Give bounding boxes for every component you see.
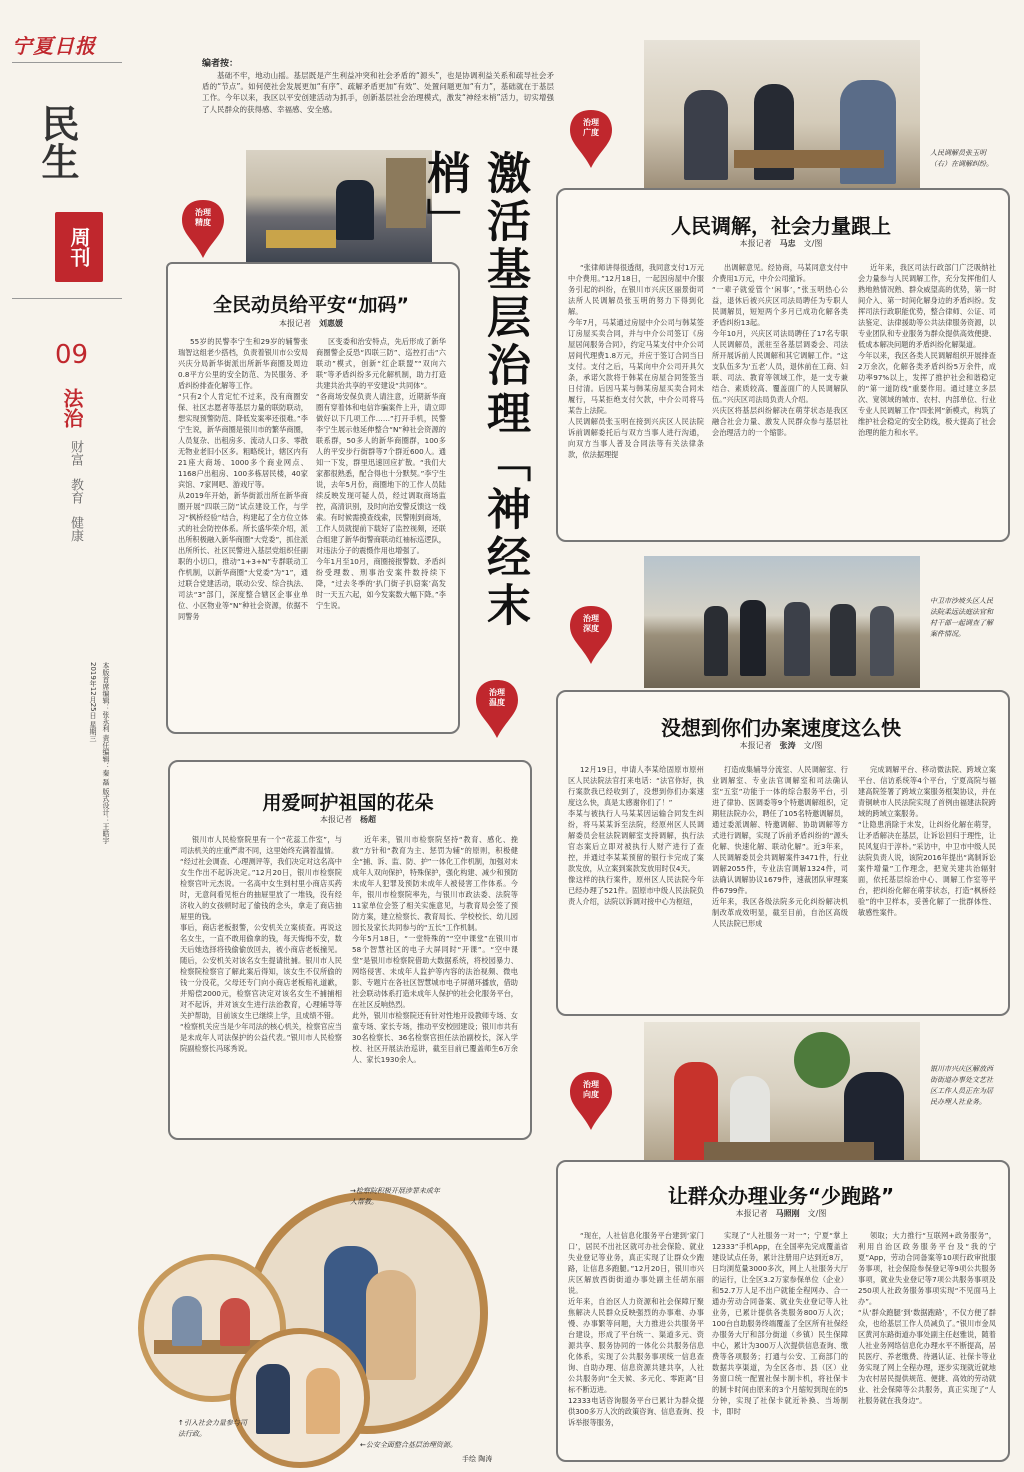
drawing-caption: ←公安全面整合基层治理资源。 [360, 1441, 457, 1449]
tag-word: 向度 [583, 1090, 599, 1099]
figure [366, 1270, 416, 1380]
article-column: 区变委和治安特点，先后形成了新华商圈警企反恐“四联三防”、巡控打击“六联动”模式，创新“红企联盟”“双向六联”等矛盾纠纷多元化解机制，助力打造共建共治共享的平安建设“共同体”。 “各商场安保负责人请注意，近期新华商圈有穿着体和电信诈骗案件上升，请立即做好以下几项工作……”打开手机，民警李宁生展示他延伸整合“N”种社会资源的联系群，50多人的新华商圈群，100多人的平安步行街群等7个群近600人。通知一下发，群里迅速回应扩散。“我们大家都很熟悉，配合得也十分默契。”李宁生说，去年5月份，商圈地下的工作人员陆续反映发现可疑人员，经过调取商场监控，高清识别，及时向治安警反馈这一线索。有时候需摸查线索，民警刚到商场，工作人员就提前下载好了监控视频，还联合组建了新华街警商联动红袖标巡逻队，对违法分子的震慑作用也增强了。 今年1月至10月，商圈接报警数、矛盾纠纷受理数、刑事治安案件数持续下降，“过去冬季的‘扒门街子扒窃案’高发时一天五六起，如今发案数大幅下降。”李宁生说。 [316, 337, 446, 610]
topic-item: 教育 [68, 478, 83, 505]
drawing-credit: 手绘 陶涛 [462, 1455, 493, 1463]
service-photo [644, 1022, 920, 1172]
article-column: 打造成集辅导分流室、人民调解室、行业调解室、专业法官调解室和司法确认室“五室”功能于一体的综合服务平台，引进了律协、医调委等9个特邀调解组织，定期驻法院办公，聘任了105名特邀调解员，通过委派调解、特邀调解、协助调解等方式进行调解，实现了诉前矛盾纠纷的“源头化解、快速化解、联动化解”。近3年来，人民调解委员会共调解案件3471件，行业调解2055件，专业法官调解1324件，司法确认调解协议1679件，速裁团队审理案件6799件。 近年来，我区各级法院多元化纠纷解决机制改革成效明显，截至目前，自治区高级人民法院已形成 [712, 765, 848, 928]
article-column: 完成调解平台、移动微法院、跨域立案平台、信访系统等4个平台，宁夏高院与福建高院签署了跨域立案服务框架协议，并在青铜峡市人民法院实现了首例由福建法院跨域的跨域立案服务。 “让隐患消除于未发，让纠纷化解在萌芽，让矛盾解决在基层，让诉讼回归于理性，让民风复归于淳朴。”采访中，中卫市中级人民法院负责人说，该院2016年提出“离制诉讼案件增量”工作理念，把宽关建共治辐射面，依托基层综治中心、调解工作室等平台，把纠纷化解在萌芽状态，打造“枫桥经验”的中卫样本，妥善化解了一批群体性、敏感性案件。 [858, 765, 996, 917]
section-sub-badge [55, 212, 103, 282]
mediation-photo [644, 40, 920, 190]
tag-warmth [474, 678, 520, 740]
article-byline [556, 1208, 1006, 1219]
tag-word: 治理 [583, 1080, 599, 1089]
topic-list [66, 440, 84, 542]
editor-note-text: 基础不牢，地动山摇。基层既是产生利益冲突和社会矛盾的“源头”，也是协调利益关系和疏导社会矛盾的“节点”。如何使社会发展更加“有序”、疏解矛盾更加“有效”、处置问题更加“有力”，基础就在于基层工作。今年以来，我区以平安创建活动为抓手，创新基层社会治理模式，激发“神经末梢”活力，切实增强了人民群众的获得感、幸福感、安全感。 [202, 71, 554, 114]
article-column: “张律师讲得很透彻，我同意支付1万元中介费用。”12月18日，一起因房屋中介服务引起的纠纷，在银川市兴庆区丽景街司法所人民调解员张玉明的努力下得到化解。 今年7月，马某通过房屋中介公司与韩某签订房屋买卖合同，并与中介公司签订《房屋居间服务合同》，约定马某支付中介公司居间代理费1.8万元，并应于签订合同当日支付。支付之后，马某向中介公司开具欠条，承诺欠款将于韩某在房屋合同签签当日付清。后因马某与韩某房屋买卖合同未履行，马某拒绝支付欠款，中介公司将马某告上法院。 人民调解员张玉明在接到兴庆区人民法院诉前调解委托后与双方当事人进行沟通，向双方当事人普及合同法等有关法律条款，依法据理提 [568, 263, 704, 459]
article-column: 领取；大力推行“互联网+政务服务”，利用自治区政务服务平台及“我的宁夏”App，劳动合同备案等10项行政审批服务事项，社会保险参保登记等9项公共服务事项，就业失业登记等7项公共服务事项及250项人社政务服务事项实现“不见面马上办”。 “从‘群众跑腿’到‘数据跑路’，不仅方便了群众，也给基层工作人员减负了。”银川市金凤区黄河东路街道办事处副主任赵雅说，随着人社业务网络信息化办理水平不断提高，居民医疗、养老缴费、待遇认证、社保卡等业务实现了网上全程办理，逐步实现就近就地为农村居民提供规范、便捷、高效的劳动就业、社会保障等公共服务，真正实现了“人社服务就在我身边”。 [858, 1231, 996, 1405]
court-photo [644, 556, 920, 688]
byline-role: 本报记者 [279, 319, 311, 328]
tag-direction [568, 1070, 614, 1132]
byline-role: 本报记者 [739, 741, 772, 750]
tag-word: 深度 [583, 624, 599, 633]
article-title: 用爱呵护祖国的花朵 [262, 792, 434, 814]
page-number: 09 [55, 340, 89, 370]
figure [220, 1298, 250, 1346]
logo-rule [12, 62, 122, 63]
section-main-title: 民生 [35, 104, 80, 180]
article-byline [166, 318, 456, 329]
mediation-photo-caption: 人民调解员张玉明（右）在调解纠纷。 [930, 149, 993, 168]
tag-word: 治理 [583, 118, 599, 127]
topic-item: 健康 [68, 516, 83, 543]
drawing-caption: ↑引入社会力量参与司法行政。 [178, 1419, 247, 1438]
article-title: 全民动员给平安“加码” [213, 294, 409, 316]
main-headline: 激活基层治理「神经末梢」 [419, 150, 530, 630]
byline-role: 本报记者 [735, 1209, 768, 1218]
byline-name: 杨超 [360, 815, 376, 824]
tag-word: 精度 [195, 218, 211, 227]
issue-date: 2019年12月25日 星期三 [89, 662, 97, 742]
byline-name: 张涛 [779, 741, 796, 750]
byline-name: 刘惠媛 [319, 319, 343, 328]
tag-word: 温度 [489, 698, 505, 707]
article-title: 人民调解，社会力量跟上 [671, 214, 891, 238]
article-column: “现在，人社信息化服务平台建到‘家门口’，居民不出社区就可办社会保险、就业失业登记等业务，真正实现了让群众少跑路，让信息多跑腿。”12月20日，银川市兴庆区解放西街街道办事处副主任胡东丽说。 近年来，自治区人力资源和社会保障厅聚焦解决人民群众反映强烈的办事难、办事慢、办事繁等问题，大力推进公共服务平台建设，形成了平台统一、渠道多元、资源共享、服务协同的一体化公共服务信息化体系，实现了公共服务事项统一信息查询、自助办理、信息资源共建共享，人社公共服务向“全天候、多元化、零距离”目标不断迈进。 12333电话咨询服务平台已累计为群众提供300多万人次的政策咨询、信息查询、投诉举报等服务， [568, 1231, 704, 1427]
byline-suffix: 文/图 [803, 741, 823, 750]
section-sub-title: 周刊 [67, 227, 91, 267]
desk [734, 150, 884, 168]
byline-role: 本报记者 [739, 239, 772, 248]
figure [306, 1368, 340, 1434]
article-column: 12月19日，申请人李某给固原市原州区人民法院法官打来电话：“法官你好，执行案款我已经收到了，没想到你们办案速度这么快，真是太感谢你们了！” 李某与被执行人马某某因运输合同发生纠纷，将马某某诉至法院，经原州区人民调解委员会驻法院调解室支持调解，执行法官态案后立即对被执行人财产进行了查控，并通过李某某预留的银行卡完成了案款发放，从立案到案款发放用时仅4天。 像这样的执行案件，原州区人民法院今年已经办理了521件。固原市中级人民法院负责人介绍，法院以诉调对接中心为枢纽， [568, 765, 704, 906]
article-title: 让群众办理业务“少跑路” [667, 1184, 895, 1208]
article-column: 实现了“人社服务一对一”；宁夏“掌上12333”手机App，在全国率先完成覆盖省建设试点任务，累计注册用户达到近8万，日均浏览量3000多次，网上人社服务大厅的运行，让全区3.2万家参保单位（企业）和52.7万人足不出户就能全程网办、合一通办劳动合同备案、就业失业登记等人社业务，已累计提供各类服务800万人次；100台自助服务终端覆盖了全区所有社保经办服务大厅和部分街道（乡镇）民生保障中心，累计为300万人次提供信息查询、缴费等各项服务；打通与公安、工商部门的数据共享渠道，为全区各市、县（区）业务窗口统一配置社保卡制卡机，将社保卡的制卡时间由原来的3个月缩短到现在的5分钟，实现了社保卡就近补换、当场制卡，即时 [712, 1231, 848, 1416]
figure [740, 600, 766, 676]
figure [172, 1296, 202, 1346]
editor-credits: 本版首席编辑：张永利 责任编辑：秦 磊 版式设计：王皓宇 [102, 662, 110, 844]
illustration-circle-small [230, 1328, 370, 1468]
topic-main: 法治 [60, 388, 84, 428]
article-column: 近年来，银川市检察院坚持“教育、感化、挽救”方针和“教育为主、惩罚为辅”的原则，积极健全“捕、诉、监、防、护”一体化工作机制，加强对未成年人双向保护，特殊保护，强化构建、减少和预防未成年人犯罪及预防未成年人被侵害工作体系。今年，银川市检察院率先，与银川市政法委、法院等11家单位会签了相关实施意见，与教育局会签了预防方案，建立检察长、教育局长、学校校长、幼儿园园长及家长共同参与的“五长”工作机制。 今年5月18日，“一堂特殊的”“空中课堂”在银川市58个智慧社区的电子大屏同时“开课”。“空中课堂”是银川市检察院借助大数据系统，将校园暴力、网络侵害、未成年人监护等内容的法治视频、微电影、专题片在各社区智慧城市电子屏循环播放，借助社会联动体系打造未成年人保护的社会化服务平台，在社区反响热烈。 此外，银川市检察院还有针对性地开设教师专场、女童专场、家长专场，推动平安校园建设；银川市共有30名检察长、36名检察官担任法治副校长，深入学校、社区开展法治巡讲，截至目前已覆盖师生6万余人、家长1930余人。 [352, 835, 518, 1064]
article-title: 没想到你们办案速度这么快 [661, 716, 901, 740]
byline-role: 本报记者 [320, 815, 352, 824]
tag-depth [568, 604, 614, 666]
byline-name: 马忠 [779, 239, 796, 248]
drawing-caption: →检察院积极开展涉罪未成年人帮教。 [350, 1187, 440, 1206]
figure [784, 602, 810, 676]
tag-word: 治理 [195, 208, 211, 217]
byline-name: 马照刚 [775, 1209, 800, 1218]
figure [840, 80, 896, 184]
tag-word: 治理 [583, 614, 599, 623]
court-photo-caption: 中卫市沙坡头区人民法院柔远法庭法官和村干部一起调查了解案件情况。 [930, 597, 993, 638]
article-byline [556, 238, 1006, 249]
figure [830, 604, 856, 676]
booth-sign [266, 230, 336, 248]
editor-note-label: 编者按： [202, 59, 239, 69]
police-photo [246, 150, 432, 262]
plant [794, 1032, 850, 1088]
figure [870, 606, 894, 676]
figure [684, 90, 728, 180]
tag-breadth [568, 108, 614, 170]
byline-suffix: 文/图 [803, 239, 823, 248]
article-byline [168, 814, 528, 825]
newspaper-logo: 宁夏日报 [12, 34, 96, 58]
police-figure [336, 180, 374, 240]
tag-precision [180, 198, 226, 260]
tag-word: 广度 [583, 128, 599, 137]
article-column: 银川市人民检察院里有一个“花蕊工作室”，与司法机关的庄重严肃不同，这里始终充满着温情。 “经过社会调查、心理测评等，我们决定对这名高中女生作出不起诉决定。”12月20日，银川市检察院检察官叶元杰说。一名高中女生到村里小商店买药时，无意间看见柜台的抽屉里放了一堆钱，没有经济收入的女孩顿时起了偷钱的念头，拿走了商店抽屉里的钱。 事后，商店老板报警，公安机关立案侦查。再说这名女生，一直不敢用偷拿的钱，每天悔悔不安，数天后她选择将钱偷偷放回去，被小商店老板撞见。随后，公安机关对该名女生提请批捕。银川市人民检察院检察官了解此案后得知，该女生不仅所偷的钱一分没花，父母还专门向小商店老板赔礼道歉，并赔偿2000元，检察官决定对该名女生不捕捕相对不起诉，并对该女生进行法治教育，心理辅导等关护帮助，目前该女生已继续上学，且成绩不错。 “检察机关应当是少年司法的核心机关，检察官应当是未成年人司法保护的公益代表。”银川市人民检察院副检察长冯琢秀说。 [180, 835, 342, 1053]
tag-word: 治理 [489, 688, 505, 697]
article-column: 出调解意见。经协商，马某同意支付中介费用1万元，中介公司撤诉。 “一辈子就爱管个‘闲事’，”张玉明热心公益，退休后被兴庆区司法局聘任为专职人民调解员，短短两个多月已成功化解各类矛盾纠纷13起。 今年10月，兴庆区司法局聘任了17名专职人民调解员，派驻至各基层调委会、司法所开展诉前人民调解和其它调解工作。“这支队伍多为‘五老’人员，退休前在工商、妇联、司法、教育等领域工作，是一支专兼结合、素质较高、覆盖面广的人民调解队伍。”兴庆区司法局负责人介绍。 兴庆区将基层纠纷解决在萌芽状态是我区融合社会力量、激发人民群众参与基层社会治理活力的一个缩影。 [712, 263, 848, 437]
figure [256, 1364, 290, 1434]
masthead-rule [12, 298, 122, 299]
topic-item: 财富 [68, 440, 83, 466]
article-column: 55岁的民警李宁生和29岁的辅警张瑞智这组老少搭档，负责着银川市公安局兴庆分局新华街派出所新华商圈及周边0.8平方公里的安全防范、为民服务、矛盾纠纷排查化解等工作。 “只有2个人肯定忙不过来，没有商圈安保、社区志愿者等基层力量的联防联动，想实现预警防范、降低发案率还很难。”李宁生说，新华商圈是银川市的繁华商圈，人员复杂、出租房多、流动人口多、零散无物业老旧小区多。粗略统计，辖区内有21座大商场、1000多个商业网点、1168户出租房、100多栋居民楼，40家宾馆、7家网吧、游戏厅等。 从2019年开始，新华街派出所在新华商圈开展“四联三防”试点建设工作，与学习“枫桥经验”结合，构建起了全方位立体式的社会防控体系。所长盛华荣介绍，派出所积极融入新华商圈“大党委”，抓住派出所所长、社区民警进入基层党组织任副职的小切口，推动“1+3+N”专群联动工作机制，以新华商圈“大党委”为“1”，通过联合党建活动，联动公安、综合执法、司法“3”部门，深度整合辖区企事业单位、小区物业等“N”种社会资源，依据不同警务 [178, 337, 308, 621]
figure [704, 606, 728, 676]
byline-suffix: 文/图 [807, 1209, 827, 1218]
article-byline [556, 740, 1006, 751]
article-column: 近年来，我区司法行政部门广泛吸纳社会力量参与人民调解工作，充分发挥他们人熟地熟情况熟、群众威望高的优势，第一时间介入、第一时间化解身边的矛盾纠纷。发挥司法行政职能优势，整合律师、公证、司法鉴定、法律援助等公共法律服务资源，以专业团队和专业服务为群众提供高效便捷、低成本解决问题的矛盾纠纷化解渠道。 今年以来，我区各类人民调解组织开展排查2万余次，化解各类矛盾纠纷5万余件，成功率97%以上，发挥了推护社会和谐稳定的“第一道防线”重要作用。通过建立多层次、宽领域的城市、农村、内部单位、行业专业人民调解工作“四张网”新模式，构筑了维护社会稳定的安全防线，极大提高了社会治理的能力和水平。 [858, 263, 996, 437]
service-photo-caption: 银川市兴庆区解放西街街道办事处文艺社区工作人员正在为居民办理人社业务。 [930, 1065, 993, 1106]
